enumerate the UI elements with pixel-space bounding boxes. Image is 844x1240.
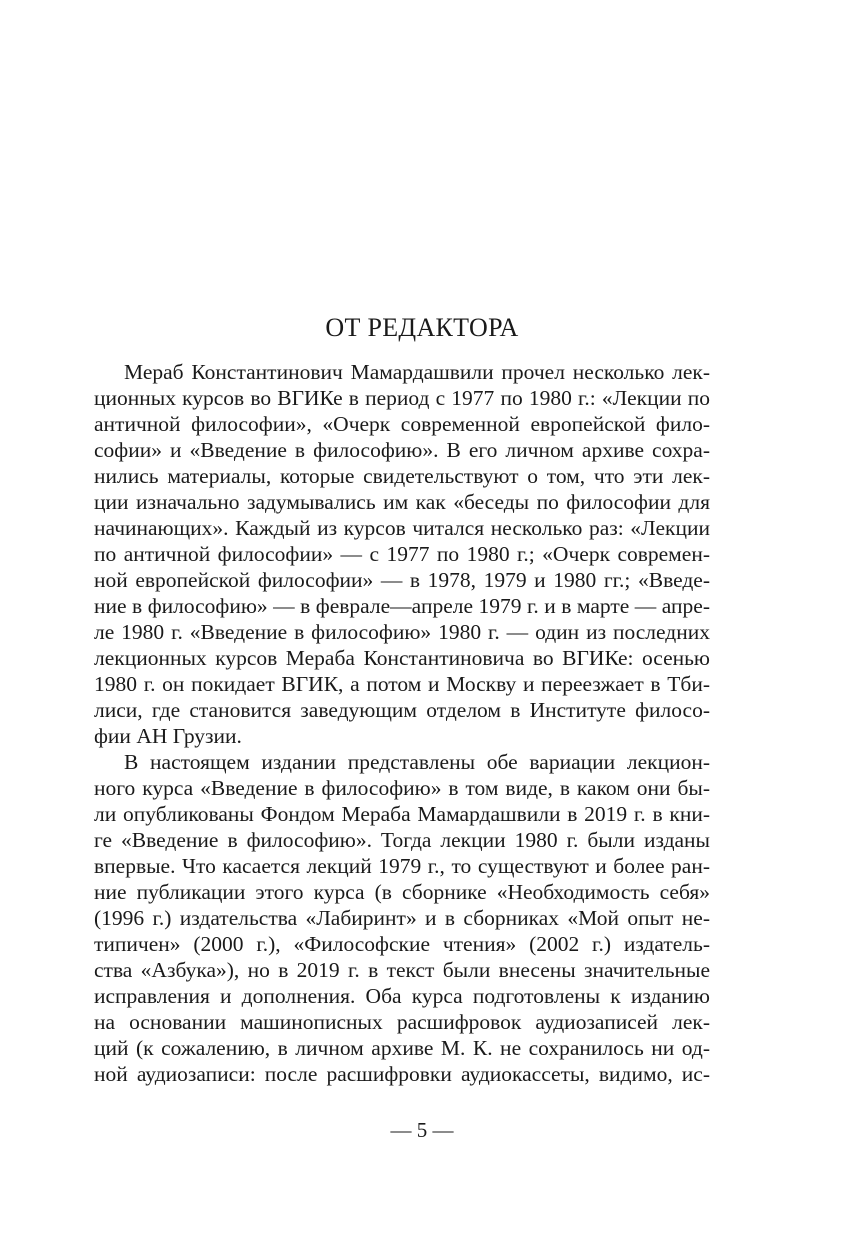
text-line: по античной философии» — с 1977 по 1980 г.; «Очерк современ- [94, 542, 710, 566]
text-line: фии АН Грузии. [94, 724, 242, 748]
text-line: ционных курсов во ВГИКе в период с 1977 по 1980 г.: «Лекции по [94, 386, 710, 410]
text-line: на основании машинописных расшифровок аудиозаписей лек- [94, 1010, 710, 1034]
text-line: ций (к сожалению, в личном архиве М. К. не сохранилось ни од- [94, 1036, 710, 1060]
text-line: античной философии», «Очерк современной европейской фило- [94, 412, 710, 436]
text-line: ге «Введение в философию». Тогда лекции 1980 г. были изданы [94, 828, 710, 852]
text-line: ства «Азбука»), но в 2019 г. в текст были внесены значительные [94, 958, 710, 982]
text-line: ние публикации этого курса (в сборнике «Необходимость себя» [94, 880, 710, 904]
text-line: ции изначально задумывались им как «беседы по философии для [94, 490, 710, 514]
page-heading: ОТ РЕДАКТОРА [325, 313, 519, 342]
page-number: — 5 — [390, 1118, 454, 1142]
paragraph [94, 359, 710, 749]
text-line: исправления и дополнения. Оба курса подготовлены к изданию [94, 984, 710, 1008]
paragraph [94, 749, 710, 1087]
text-line: В настоящем издании представлены обе вариации лекцион- [124, 750, 710, 774]
text-line: ле 1980 г. «Введение в философию» 1980 г. — один из последних [94, 620, 710, 644]
text-line: лиси, где становится заведующим отделом в Институте филосо- [94, 698, 710, 722]
text-line: ли опубликованы Фондом Мераба Мамардашвили в 2019 г. в кни- [94, 802, 710, 826]
text-line: начинающих». Каждый из курсов читался несколько раз: «Лекции [94, 516, 710, 540]
text-line: софии» и «Введение в философию». В его личном архиве сохра- [94, 438, 710, 462]
text-line: ного курса «Введение в философию» в том виде, в каком они бы- [94, 776, 710, 800]
text-line: ной аудиозаписи: после расшифровки аудиокассеты, видимо, ис- [94, 1062, 710, 1086]
text-line: ние в философию» — в феврале—апреле 1979 г. и в марте — апре- [94, 594, 710, 618]
text-line: лекционных курсов Мераба Константиновича во ВГИКе: осенью [94, 646, 710, 670]
text-line: Мераб Константинович Мамардашвили прочел несколько лек- [124, 360, 710, 384]
text-line: 1980 г. он покидает ВГИК, а потом и Москву и переезжает в Тби- [94, 672, 710, 696]
text-line: нились материалы, которые свидетельствуют о том, что эти лек- [94, 464, 710, 488]
text-line: ной европейской философии» — в 1978, 1979 и 1980 гг.; «Введе- [94, 568, 710, 592]
text-line: впервые. Что касается лекций 1979 г., то существуют и более ран- [94, 854, 710, 878]
text-line: (1996 г.) издательства «Лабиринт» и в сборниках «Мой опыт не- [94, 906, 710, 930]
text-line: типичен» (2000 г.), «Философские чтения» (2002 г.) издатель- [94, 932, 710, 956]
body-text [94, 359, 710, 1087]
